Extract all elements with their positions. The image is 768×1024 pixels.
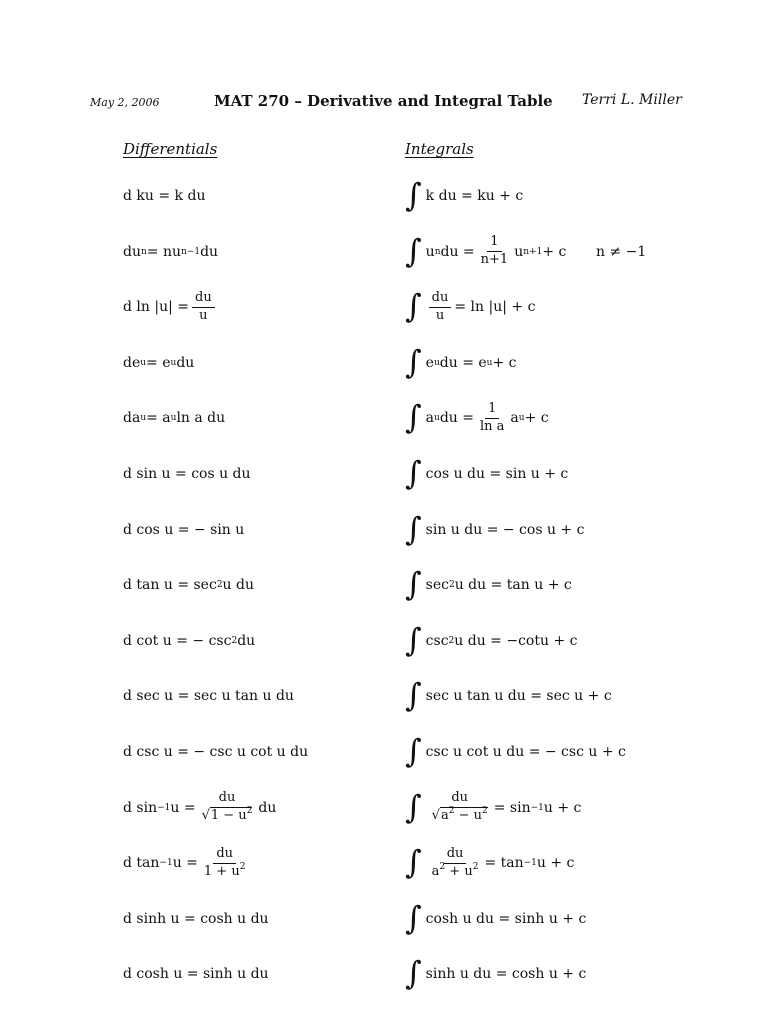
integral-formula: ∫ cosh u du = sinh u + c: [405, 898, 587, 937]
formula-row: [0, 557, 768, 613]
formula-row: [0, 335, 768, 391]
formula-row: [0, 946, 768, 1002]
differential-formula: d csc u = − csc u cot u du: [123, 744, 309, 760]
formula-row: [0, 168, 768, 224]
integral-formula: ∫ sin u du = − cos u + c: [405, 509, 585, 548]
integral-formula: ∫ k du = ku + c: [405, 176, 524, 214]
header-date: May 2, 2006: [90, 96, 160, 109]
page-title: MAT 270 – Derivative and Integral Table: [214, 92, 553, 110]
formula-row: [0, 390, 768, 446]
formula-row: [0, 279, 768, 335]
integrals-heading: Integrals: [405, 140, 474, 158]
differential-formula: d tan u = sec 2 u du: [123, 577, 254, 594]
formula-row: [0, 668, 768, 724]
integral-formula: ∫ $\frac{du}{√a^2 - u^2}$ = sin −1 u + c: [405, 787, 582, 826]
differential-formula: d sin −1 u = $\frac{du}{√1 - u^2}$ du: [123, 790, 277, 824]
differential-formula: d ku = k du: [123, 188, 206, 204]
integral-formula: ∫ $\frac{du}{a^2 + u^2}$ = tan −1 u + c: [405, 843, 575, 882]
integral-condition: n ≠ −1: [596, 243, 647, 260]
formula-row: [0, 835, 768, 891]
differential-formula: d tan −1 u = $\frac{du}{1 + u^2}$: [123, 845, 246, 879]
integral-formula: ∫ e u du = e u + c: [405, 342, 517, 381]
integral-formula: ∫ $\frac{du}{u}$ = ln |u| + c: [405, 287, 536, 326]
integral-formula: ∫ csc 2 u du = −cotu + c: [405, 620, 578, 659]
formula-row: [0, 446, 768, 502]
integral-formula: ∫ cos u du = sin u + c: [405, 454, 569, 492]
differentials-heading: Differentials: [123, 140, 218, 158]
formula-row: [0, 613, 768, 669]
differential-formula: d sec u = sec u tan u du: [123, 688, 294, 705]
differential-formula: d sin u = cos u du: [123, 466, 251, 482]
differential-formula: du n = nu n−1 du: [123, 243, 219, 260]
differential-formula: d sinh u = cosh u du: [123, 910, 269, 927]
formula-row: [0, 780, 768, 836]
header-author: Terri L. Miller: [582, 92, 682, 108]
differential-formula: da u = a u ln a du: [123, 410, 226, 427]
differential-formula: d ln |u| = $\frac{du}{u}$: [123, 279, 218, 335]
integral-formula: ∫ u n du = $\frac{1}{n+1}$ u n+1 + c: [405, 231, 567, 270]
integral-formula: ∫ csc u cot u du = − csc u + c: [405, 732, 626, 770]
integral-formula: ∫ a u du = $\frac{1}{\text{ln a}}$ a u + c: [405, 398, 549, 437]
formula-row: [0, 224, 768, 280]
differential-formula: de u = e u du: [123, 354, 195, 371]
differential-formula: d cos u = − sin u: [123, 521, 245, 538]
formula-row: [0, 502, 768, 558]
integral-formula: ∫ sec 2 u du = tan u + c: [405, 565, 572, 604]
differential-formula: d cosh u = sinh u du: [123, 966, 269, 983]
formula-row: [0, 724, 768, 780]
integral-formula: ∫ sinh u du = cosh u + c: [405, 954, 587, 993]
formula-row: [0, 891, 768, 947]
integral-formula: ∫ sec u tan u du = sec u + c: [405, 676, 612, 715]
differential-formula: d cot u = − csc 2 du: [123, 632, 256, 649]
